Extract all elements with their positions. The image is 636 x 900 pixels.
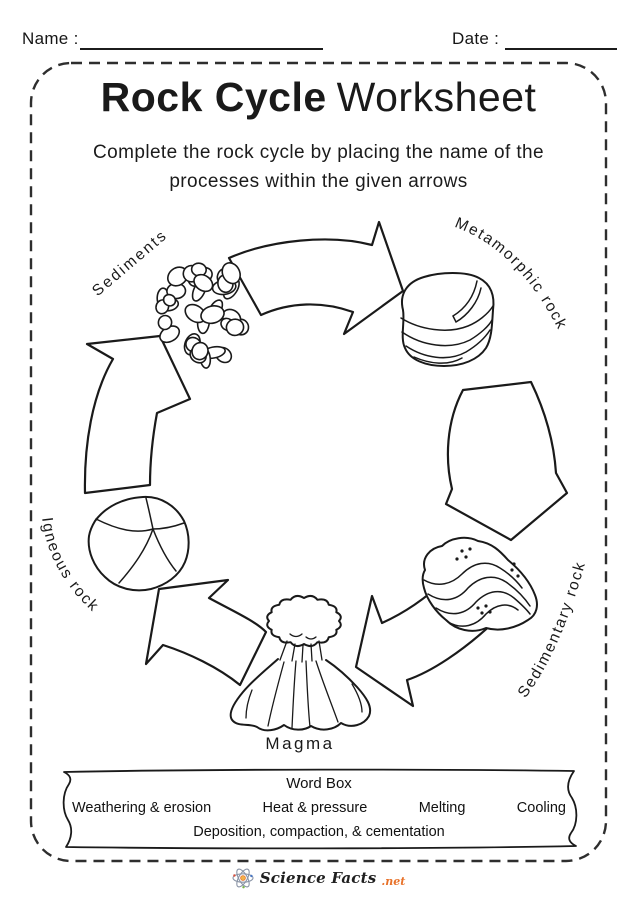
page-title-secondary: Worksheet (336, 74, 537, 120)
instructions-line2: processes within the given arrows (169, 171, 468, 192)
arrow-igneous-to-sediments[interactable] (85, 336, 190, 493)
word-box-row (72, 800, 566, 816)
arrow-sediments-to-metamorphic[interactable] (229, 222, 403, 334)
igneous-rock-illustration (89, 497, 189, 590)
word-item-deposition-compaction-cementation[interactable]: Deposition, compaction, & cementation (193, 824, 445, 840)
brand-name[interactable]: Science Facts (259, 869, 377, 887)
eruption-cloud (267, 596, 341, 646)
date-field-label: Date : (452, 29, 500, 48)
atom-icon (231, 866, 255, 890)
word-box-title: Word Box (286, 775, 352, 792)
arrow-metamorphic-to-sedimentary[interactable] (446, 382, 567, 540)
word-item-weathering-erosion[interactable]: Weathering & erosion (72, 800, 212, 816)
label-sediments: Sediments (89, 226, 172, 300)
footer-logo (0, 863, 636, 893)
word-item-heat-pressure[interactable]: Heat & pressure (262, 800, 368, 816)
word-item-melting[interactable]: Melting (418, 800, 466, 816)
brand-tld[interactable]: .net (381, 874, 406, 888)
metamorphic-rock-illustration (401, 273, 493, 366)
name-field-label: Name : (22, 29, 79, 48)
arrow-magma-to-igneous[interactable] (146, 580, 266, 685)
label-igneous-rock: Igneous rock (38, 516, 103, 616)
instructions-line1: Complete the rock cycle by placing the name of the (93, 142, 544, 163)
word-item-cooling[interactable]: Cooling (516, 800, 566, 816)
label-sedimentary-rock: Sedimentary rock (514, 559, 590, 701)
page-title-main: Rock Cycle (100, 74, 327, 120)
label-magma: Magma (265, 734, 335, 753)
label-metamorphic-rock: Metamorphic rock (452, 214, 571, 334)
